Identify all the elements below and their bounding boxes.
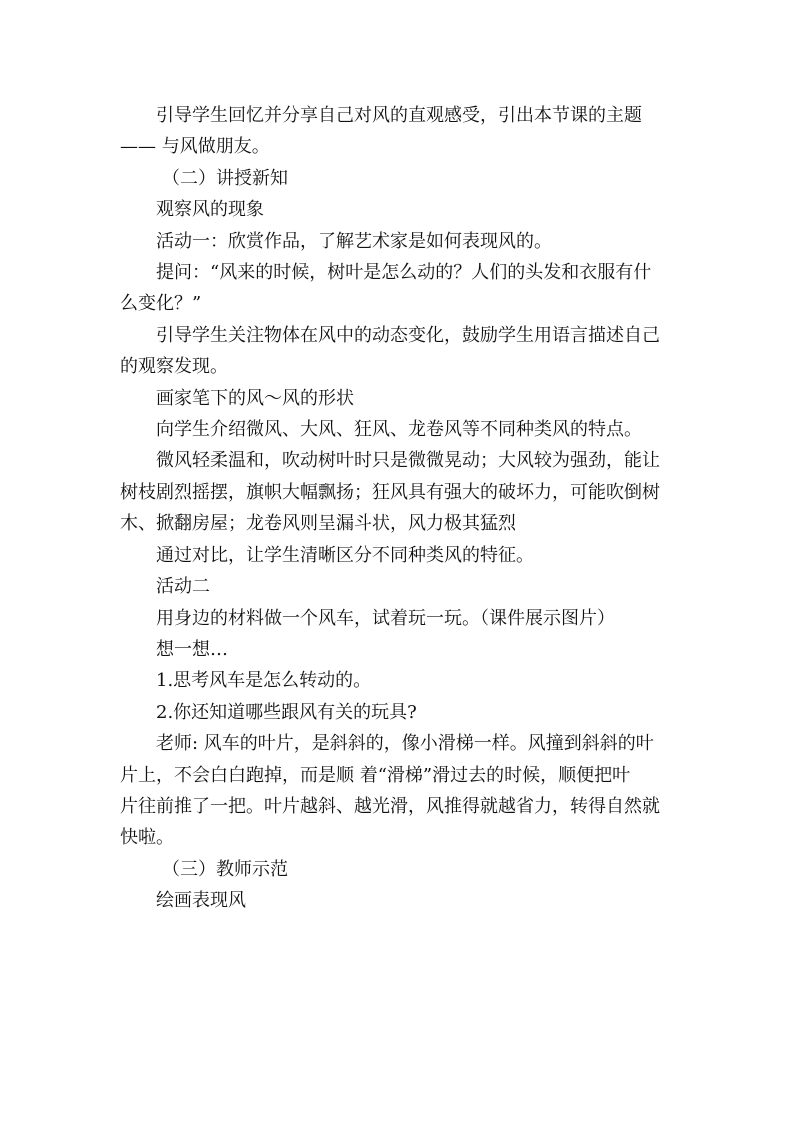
paragraph-observe-wind: 观察风的现象 (156, 199, 264, 221)
section-heading-teacher-demo: （三）教师示范 (162, 858, 288, 880)
paragraph-question: 提问：“风来的时候，树叶是怎么动的？人们的头发和衣服有什 么变化？” (120, 262, 652, 315)
paragraph-intro-summary: 引导学生回忆并分享自己对风的直观感受，引出本节课的主题 —— 与风做朋友。 (120, 105, 642, 158)
paragraph-draw-wind: 绘画表现风 (156, 890, 246, 912)
paragraph-teacher-explain: 老师: 风车的叶片，是斜斜的，像小滑梯一样。风撞到斜斜的叶 片上，不会白白跑掉，而是顺 着“滑梯”滑过去的时候，顺便把叶 片往前推了一把。叶片越斜、越光滑，风推得就越省力，转得自然就 快啦。 (120, 733, 660, 849)
paragraph-think: 想一想… (156, 638, 228, 660)
paragraph-painter-wind: 画家笔下的风～风的形状 (156, 387, 354, 409)
document-page (120, 100, 680, 917)
paragraph-make-pinwheel: 用身边的材料做一个风车，试着玩一玩。（课件展示图片） (156, 607, 615, 629)
paragraph-guide-observation: 引导学生关注物体在风中的动态变化，鼓励学生用语言描述自己 的观察发现。 (120, 324, 660, 378)
paragraph-activity-one: 活动一：欣赏作品，了解艺术家是如何表现风的。 (156, 230, 552, 252)
list-item-2: 2.你还知道哪些跟风有关的玩具? (156, 701, 417, 723)
paragraph-activity-two: 活动二 (156, 576, 210, 598)
paragraph-compare: 通过对比，让学生清晰区分不同种类风的特征。 (156, 544, 534, 566)
section-heading-new-knowledge: （二）讲授新知 (162, 167, 288, 189)
paragraph-wind-types: 向学生介绍微风、大风、狂风、龙卷风等不同种类风的特点。 (156, 419, 642, 441)
list-item-1: 1.思考风车是怎么转动的。 (156, 670, 372, 692)
paragraph-wind-characteristics: 微风轻柔温和，吹动树叶时只是微微晃动；大风较为强劲，能让 树枝剧烈摇摆，旗帜大幅飘扬；狂风具有强大的破坏力，可能吹倒树 木、掀翻房屋；龙卷风则呈漏斗状，风力极其猛烈 (120, 450, 660, 535)
